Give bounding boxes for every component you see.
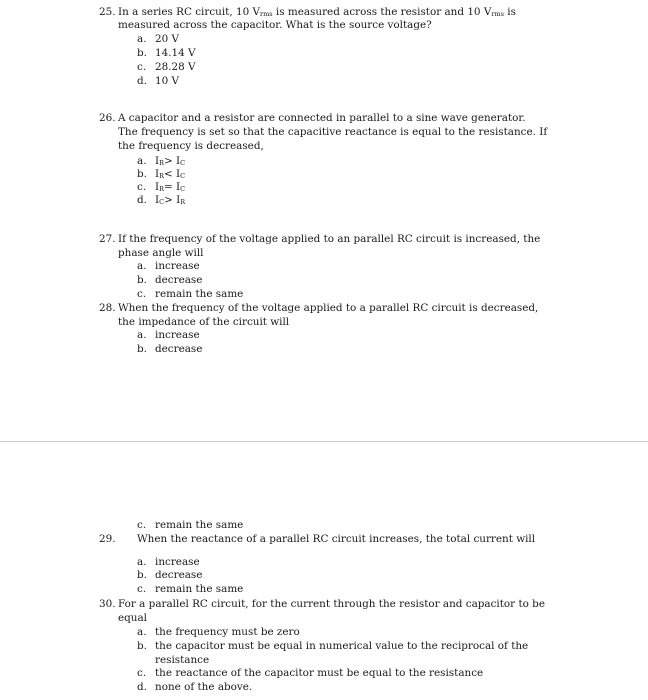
option-letter: a. xyxy=(137,33,147,45)
option-letter: d. xyxy=(137,681,147,693)
option-text: 10 V xyxy=(155,75,180,87)
option-letter: a. xyxy=(137,260,147,272)
question-text: The frequency is set so that the capacitive reactance is equal to the resistance. If xyxy=(118,126,548,138)
option-letter: d. xyxy=(137,194,147,206)
question-text: If the frequency of the voltage applied to an parallel RC circuit is increased, the xyxy=(118,233,541,245)
option-letter: a. xyxy=(137,556,147,568)
option-text: 28.28 V xyxy=(155,61,196,73)
option-text: IC> IR xyxy=(155,194,186,206)
option-letter: b. xyxy=(137,343,147,355)
option-letter: c. xyxy=(137,667,147,679)
option-letter: b. xyxy=(137,47,147,59)
option-letter: b. xyxy=(137,274,147,286)
question-text: A capacitor and a resistor are connected in parallel to a sine wave generator. xyxy=(118,112,526,124)
option-letter: c. xyxy=(137,61,147,73)
option-text: IR< IC xyxy=(155,168,186,180)
option-text: increase xyxy=(155,556,200,568)
question-text: For a parallel RC circuit, for the current through the resistor and capacitor to be xyxy=(118,598,545,610)
option-text: remain the same xyxy=(155,583,244,595)
question-text: equal xyxy=(118,612,148,624)
option-letter: a. xyxy=(137,329,147,341)
option-text: the capacitor must be equal in numerical value to the reciprocal of the xyxy=(155,640,529,652)
option-text: increase xyxy=(155,329,200,341)
question-text: measured across the capacitor. What is the source voltage? xyxy=(118,19,432,31)
question-number: 26. xyxy=(99,112,116,124)
option-letter: c. xyxy=(137,519,147,531)
option-text: none of the above. xyxy=(155,681,253,693)
question-text: When the frequency of the voltage applied to a parallel RC circuit is decreased, xyxy=(118,302,539,314)
option-letter: c. xyxy=(137,583,147,595)
option-letter: b. xyxy=(137,640,147,652)
option-text: decrease xyxy=(155,343,203,355)
question-text: In a series RC circuit, 10 Vrms is measured across the resistor and 10 Vrms is xyxy=(118,6,516,18)
option-letter: a. xyxy=(137,626,147,638)
option-letter: c. xyxy=(137,181,147,193)
question-number: 28. xyxy=(99,302,116,314)
option-text: remain the same xyxy=(155,519,244,531)
page-divider xyxy=(0,441,648,442)
option-text: decrease xyxy=(155,569,203,581)
option-letter: b. xyxy=(137,168,147,180)
question-text: When the reactance of a parallel RC circuit increases, the total current will xyxy=(137,533,536,545)
question-text: the frequency is decreased, xyxy=(118,140,264,152)
question-text: the impedance of the circuit will xyxy=(118,316,290,328)
option-letter: d. xyxy=(137,75,147,87)
option-letter: b. xyxy=(137,569,147,581)
question-number: 27. xyxy=(99,233,116,245)
question-text: phase angle will xyxy=(118,247,204,259)
question-number: 25. xyxy=(99,6,116,18)
option-letter: c. xyxy=(137,288,147,300)
option-text: remain the same xyxy=(155,288,244,300)
option-text: resistance xyxy=(155,654,210,666)
option-text: decrease xyxy=(155,274,203,286)
question-number: 29. xyxy=(99,533,116,545)
option-text: the reactance of the capacitor must be equal to the resistance xyxy=(155,667,484,679)
option-text: IR> IC xyxy=(155,155,186,167)
option-text: the frequency must be zero xyxy=(155,626,300,638)
option-text: 20 V xyxy=(155,33,180,45)
option-text: IR= IC xyxy=(155,181,186,193)
question-number: 30. xyxy=(99,598,116,610)
option-text: increase xyxy=(155,260,200,272)
option-text: 14.14 V xyxy=(155,47,196,59)
option-letter: a. xyxy=(137,155,147,167)
